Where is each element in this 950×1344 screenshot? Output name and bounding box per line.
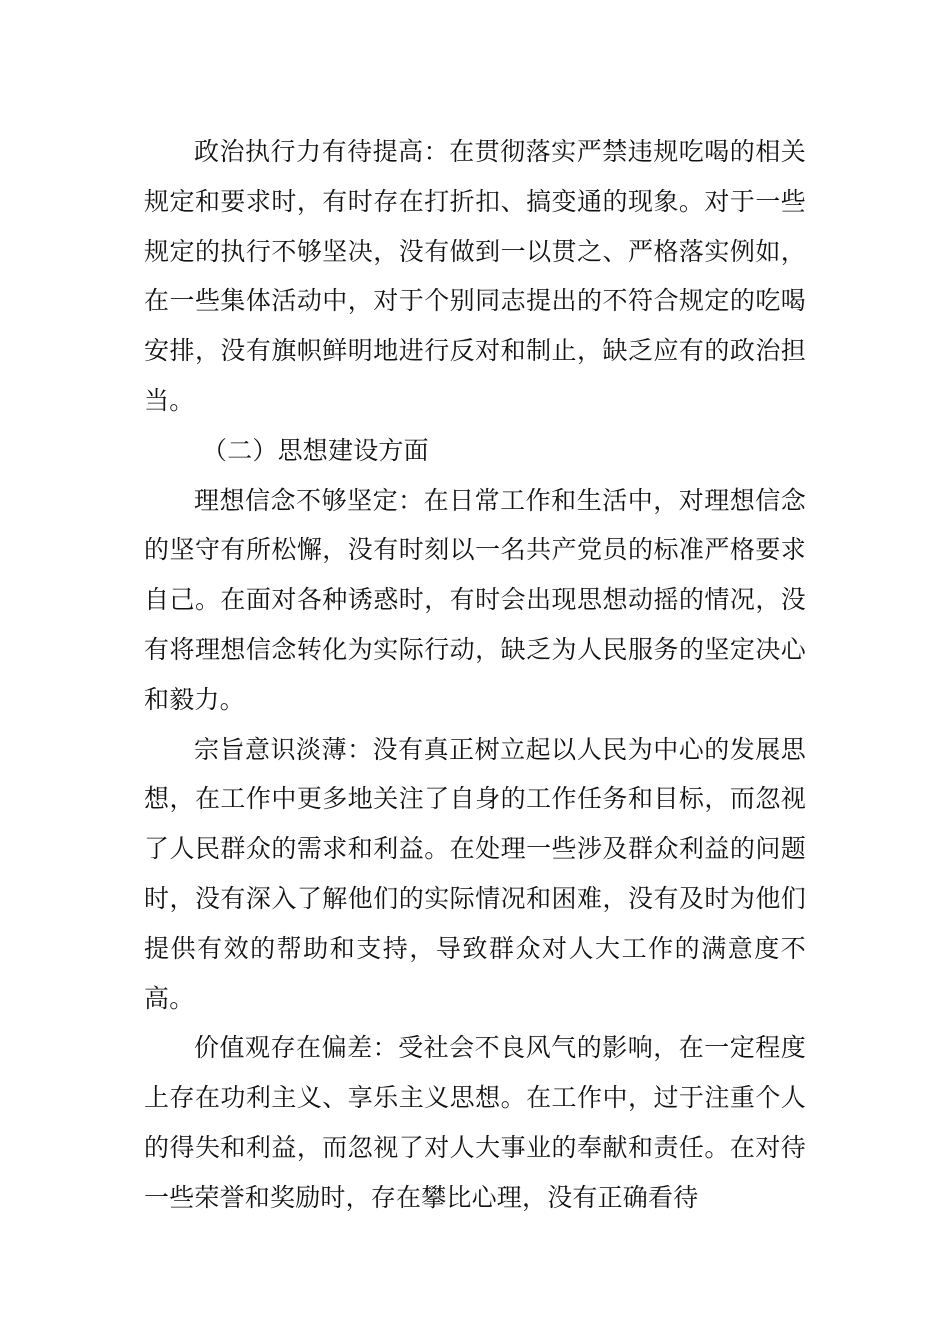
section-heading-ideological-construction: （二）思想建设方面 <box>202 435 429 465</box>
document-page <box>144 127 806 1223</box>
paragraph-ideals-beliefs: 理想信念不够坚定：在日常工作和生活中，对理想信念的坚守有所松懈，没有时刻以一名共产党员的标准严格要求自己。在面对各种诱惑时，有时会出现思想动摇的情况，没有将理想信念转化为实际行动，缺乏为人民服务的坚定决心和毅力。 <box>144 485 806 714</box>
paragraph-values-deviation: 价值观存在偏差：受社会不良风气的影响，在一定程度上存在功利主义、享乐主义思想。在工作中，过于注重个人的得失和利益，而忽视了对人大事业的奉献和责任。在对待一些荣誉和奖励时，存在攀比心理，没有正确看待 <box>144 1033 806 1212</box>
paragraph-purpose-awareness: 宗旨意识淡薄：没有真正树立起以人民为中心的发展思想，在工作中更多地关注了自身的工作任务和目标，而忽视了人民群众的需求和利益。在处理一些涉及群众利益的问题时，没有深入了解他们的实际情况和困难，没有及时为他们提供有效的帮助和支持，导致群众对人大工作的满意度不高。 <box>144 734 806 1013</box>
paragraph-political-execution: 政治执行力有待提高：在贯彻落实严禁违规吃喝的相关规定和要求时，有时存在打折扣、搞变通的现象。对于一些规定的执行不够坚决，没有做到一以贯之、严格落实例如，在一些集体活动中，对于个别同志提出的不符合规定的吃喝安排，没有旗帜鲜明地进行反对和制止，缺乏应有的政治担当。 <box>144 137 806 415</box>
